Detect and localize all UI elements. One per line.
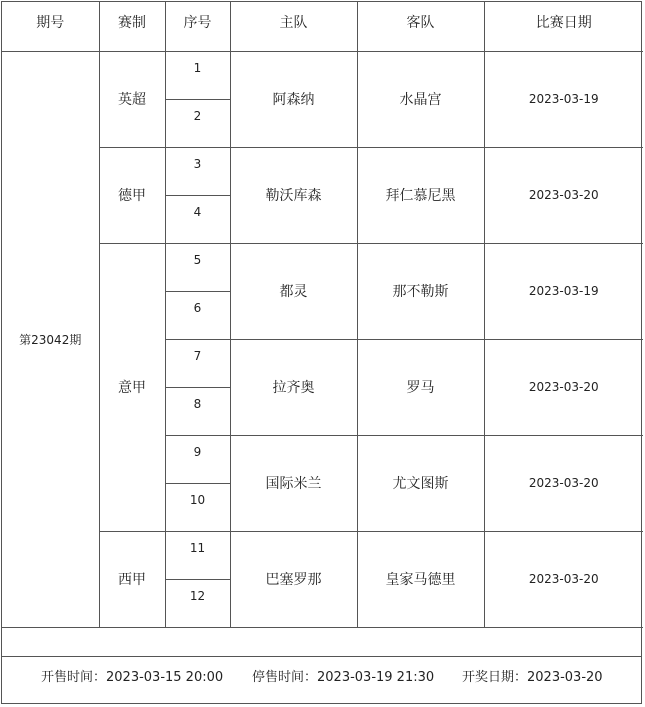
league-cell: 英超 <box>99 51 165 147</box>
league-cell: 德甲 <box>99 147 165 243</box>
match-date-cell: 2023-03-19 <box>484 243 643 339</box>
period-cell: 第23042期 <box>2 51 99 627</box>
table-row <box>2 531 643 579</box>
away-team-cell: 罗马 <box>357 339 484 435</box>
fixture-sheet <box>1 1 642 704</box>
match-date-cell: 2023-03-20 <box>484 531 643 627</box>
header-number: 序号 <box>165 2 230 51</box>
number-cell: 2 <box>165 99 230 147</box>
away-team-cell: 皇家马德里 <box>357 531 484 627</box>
match-date-cell: 2023-03-20 <box>484 339 643 435</box>
away-team-cell: 尤文图斯 <box>357 435 484 531</box>
league-cell: 意甲 <box>99 243 165 531</box>
header-league: 赛制 <box>99 2 165 51</box>
home-team-cell: 勒沃库森 <box>230 147 357 243</box>
home-team-cell: 巴塞罗那 <box>230 531 357 627</box>
number-cell: 4 <box>165 195 230 243</box>
number-cell: 8 <box>165 387 230 435</box>
number-cell: 9 <box>165 435 230 483</box>
sale-info-footer <box>2 657 641 692</box>
home-team-cell: 都灵 <box>230 243 357 339</box>
number-cell: 12 <box>165 579 230 627</box>
number-cell: 11 <box>165 531 230 579</box>
sale-start-time: 开售时间：2023-03-15 20:00 <box>41 670 224 685</box>
number-cell: 3 <box>165 147 230 195</box>
match-date-cell: 2023-03-19 <box>484 51 643 147</box>
away-team-cell: 水晶宫 <box>357 51 484 147</box>
table-row <box>2 51 643 99</box>
table-row <box>2 147 643 195</box>
home-team-cell: 国际米兰 <box>230 435 357 531</box>
header-away: 客队 <box>357 2 484 51</box>
table-row <box>2 243 643 291</box>
away-team-cell: 拜仁慕尼黑 <box>357 147 484 243</box>
blank-row <box>2 624 641 657</box>
draw-date: 开奖日期：2023-03-20 <box>462 670 603 685</box>
away-team-cell: 那不勒斯 <box>357 243 484 339</box>
match-date-cell: 2023-03-20 <box>484 435 643 531</box>
home-team-cell: 阿森纳 <box>230 51 357 147</box>
number-cell: 6 <box>165 291 230 339</box>
header-period: 期号 <box>2 2 99 51</box>
match-date-cell: 2023-03-20 <box>484 147 643 243</box>
number-cell: 10 <box>165 483 230 531</box>
number-cell: 5 <box>165 243 230 291</box>
fixtures-table <box>2 2 643 628</box>
league-cell: 西甲 <box>99 531 165 627</box>
number-cell: 1 <box>165 51 230 99</box>
sale-stop-time: 停售时间：2023-03-19 21:30 <box>252 670 435 685</box>
home-team-cell: 拉齐奥 <box>230 339 357 435</box>
number-cell: 7 <box>165 339 230 387</box>
header-home: 主队 <box>230 2 357 51</box>
header-row <box>2 2 643 51</box>
header-date: 比赛日期 <box>484 2 643 51</box>
